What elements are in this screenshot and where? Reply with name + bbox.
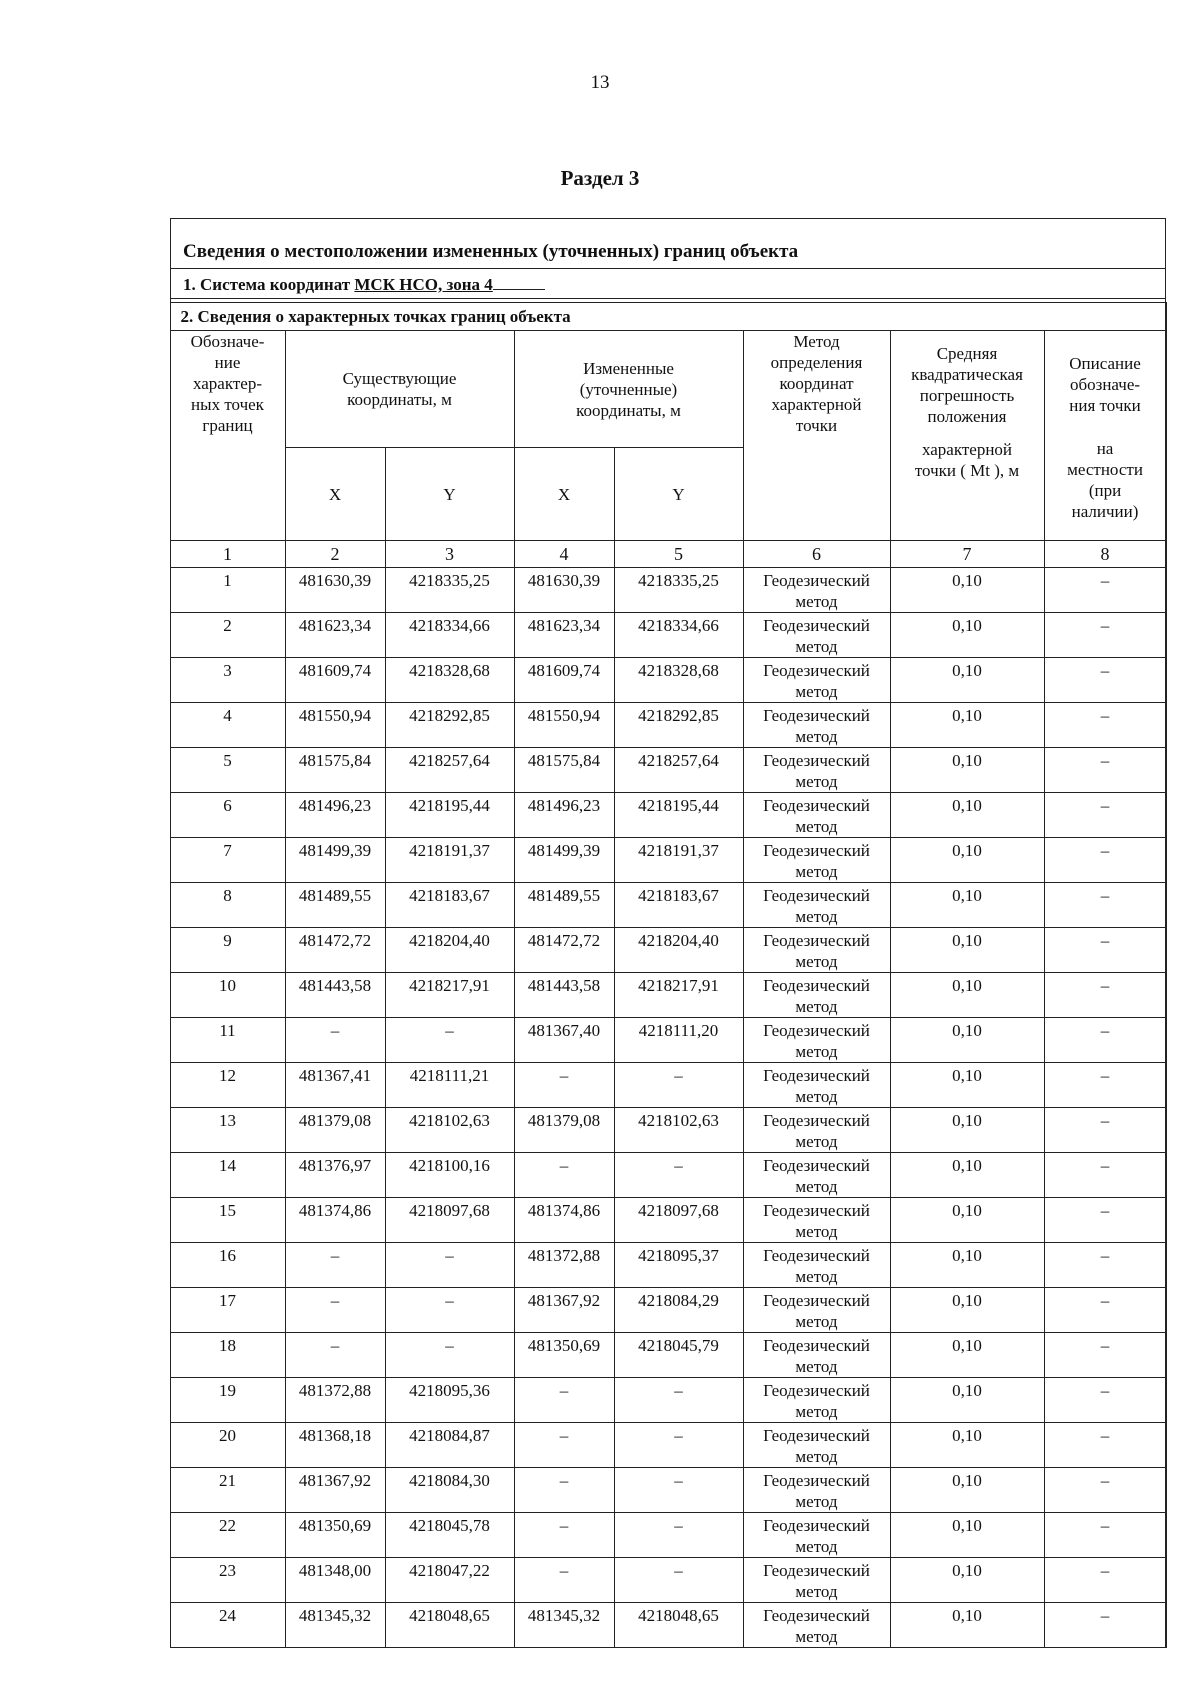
existing-y-cell: 4218048,65 bbox=[385, 1603, 514, 1648]
coord-system-label: 1. Система координат bbox=[183, 275, 355, 294]
description-cell: – bbox=[1044, 883, 1166, 928]
header-description bbox=[1044, 331, 1166, 541]
existing-y-cell: 4218084,30 bbox=[385, 1468, 514, 1513]
changed-y-cell: – bbox=[614, 1513, 743, 1558]
changed-y-cell: 4218195,44 bbox=[614, 793, 743, 838]
changed-x-cell: – bbox=[514, 1468, 614, 1513]
table-row bbox=[170, 703, 1166, 748]
existing-y-cell: 4218097,68 bbox=[385, 1198, 514, 1243]
point-number-cell: 13 bbox=[170, 1108, 285, 1153]
column-number: 5 bbox=[614, 541, 743, 568]
mt-cell: 0,10 bbox=[890, 1333, 1044, 1378]
description-cell: – bbox=[1044, 613, 1166, 658]
changed-y-cell: 4218217,91 bbox=[614, 973, 743, 1018]
changed-x-cell: 481609,74 bbox=[514, 658, 614, 703]
changed-x-cell: 481472,72 bbox=[514, 928, 614, 973]
changed-y-cell: – bbox=[614, 1468, 743, 1513]
description-cell: – bbox=[1044, 658, 1166, 703]
header-existing-coords bbox=[285, 331, 514, 448]
table-row bbox=[170, 1108, 1166, 1153]
column-number: 8 bbox=[1044, 541, 1166, 568]
changed-y-cell: 4218097,68 bbox=[614, 1198, 743, 1243]
existing-x-cell: 481609,74 bbox=[285, 658, 385, 703]
header-mse-top: Средняя квадратическая погрешность положения bbox=[911, 344, 1023, 426]
mt-cell: 0,10 bbox=[890, 1558, 1044, 1603]
existing-y-cell: 4218084,87 bbox=[385, 1423, 514, 1468]
point-number-cell: 23 bbox=[170, 1558, 285, 1603]
description-cell: – bbox=[1044, 1333, 1166, 1378]
column-number: 1 bbox=[170, 541, 285, 568]
changed-y-cell: 4218183,67 bbox=[614, 883, 743, 928]
description-cell: – bbox=[1044, 973, 1166, 1018]
column-number: 7 bbox=[890, 541, 1044, 568]
changed-y-cell: 4218045,79 bbox=[614, 1333, 743, 1378]
method-cell: Геодезический метод bbox=[743, 793, 890, 838]
table-row bbox=[170, 973, 1166, 1018]
points-subtitle: 2. Сведения о характерных точках границ объекта bbox=[170, 303, 1166, 331]
table-row bbox=[170, 1378, 1166, 1423]
description-cell: – bbox=[1044, 1018, 1166, 1063]
method-cell: Геодезический метод bbox=[743, 703, 890, 748]
method-cell: Геодезический метод bbox=[743, 838, 890, 883]
header-changed-coords bbox=[514, 331, 743, 448]
changed-x-cell: 481345,32 bbox=[514, 1603, 614, 1648]
header-method-text: Метод определения координат характерной точки bbox=[770, 332, 863, 435]
changed-y-cell: 4218328,68 bbox=[614, 658, 743, 703]
method-cell: Геодезический метод bbox=[743, 1378, 890, 1423]
table-row bbox=[170, 1063, 1166, 1108]
table-row bbox=[170, 1288, 1166, 1333]
point-number-cell: 17 bbox=[170, 1288, 285, 1333]
mt-cell: 0,10 bbox=[890, 1468, 1044, 1513]
mt-cell: 0,10 bbox=[890, 1108, 1044, 1153]
changed-x-cell: 481367,40 bbox=[514, 1018, 614, 1063]
existing-y-cell: 4218191,37 bbox=[385, 838, 514, 883]
method-cell: Геодезический метод bbox=[743, 1288, 890, 1333]
description-cell: – bbox=[1044, 1603, 1166, 1648]
point-number-cell: 11 bbox=[170, 1018, 285, 1063]
points-table-body bbox=[170, 568, 1166, 1648]
description-cell: – bbox=[1044, 1513, 1166, 1558]
mt-cell: 0,10 bbox=[890, 658, 1044, 703]
point-number-cell: 4 bbox=[170, 703, 285, 748]
changed-y-cell: 4218095,37 bbox=[614, 1243, 743, 1288]
existing-x-cell: 481348,00 bbox=[285, 1558, 385, 1603]
mt-cell: 0,10 bbox=[890, 1018, 1044, 1063]
description-cell: – bbox=[1044, 1198, 1166, 1243]
existing-x-cell: 481499,39 bbox=[285, 838, 385, 883]
existing-x-cell: – bbox=[285, 1333, 385, 1378]
method-cell: Геодезический метод bbox=[743, 1513, 890, 1558]
changed-x-cell: 481575,84 bbox=[514, 748, 614, 793]
column-number: 3 bbox=[385, 541, 514, 568]
existing-y-cell: 4218183,67 bbox=[385, 883, 514, 928]
point-number-cell: 19 bbox=[170, 1378, 285, 1423]
changed-y-cell: – bbox=[614, 1423, 743, 1468]
mt-cell: 0,10 bbox=[890, 973, 1044, 1018]
section-title: Раздел 3 bbox=[560, 166, 640, 190]
header-description-bottom: на местности (при наличии) bbox=[1067, 439, 1143, 521]
method-cell: Геодезический метод bbox=[743, 928, 890, 973]
point-number-cell: 16 bbox=[170, 1243, 285, 1288]
existing-x-cell: 481350,69 bbox=[285, 1513, 385, 1558]
column-number: 4 bbox=[514, 541, 614, 568]
table-row bbox=[170, 1423, 1166, 1468]
mt-cell: 0,10 bbox=[890, 793, 1044, 838]
method-cell: Геодезический метод bbox=[743, 883, 890, 928]
table-row bbox=[170, 1198, 1166, 1243]
table-row bbox=[170, 928, 1166, 973]
existing-x-cell: 481345,32 bbox=[285, 1603, 385, 1648]
point-number-cell: 21 bbox=[170, 1468, 285, 1513]
method-cell: Геодезический метод bbox=[743, 1468, 890, 1513]
existing-x-cell: 481472,72 bbox=[285, 928, 385, 973]
existing-y-cell: 4218328,68 bbox=[385, 658, 514, 703]
header-mse bbox=[890, 331, 1044, 541]
point-number-cell: 10 bbox=[170, 973, 285, 1018]
existing-y-cell: 4218095,36 bbox=[385, 1378, 514, 1423]
table-row bbox=[170, 1153, 1166, 1198]
existing-y-cell: – bbox=[385, 1288, 514, 1333]
mt-cell: 0,10 bbox=[890, 748, 1044, 793]
mt-cell: 0,10 bbox=[890, 1153, 1044, 1198]
method-cell: Геодезический метод bbox=[743, 1558, 890, 1603]
page-number: 13 bbox=[590, 72, 610, 93]
point-number-cell: 7 bbox=[170, 838, 285, 883]
table-row bbox=[170, 838, 1166, 883]
existing-x-cell: 481376,97 bbox=[285, 1153, 385, 1198]
method-cell: Геодезический метод bbox=[743, 1243, 890, 1288]
mt-cell: 0,10 bbox=[890, 1378, 1044, 1423]
changed-x-cell: – bbox=[514, 1378, 614, 1423]
points-table bbox=[170, 302, 1167, 1648]
table-row bbox=[170, 568, 1166, 613]
existing-x-cell: – bbox=[285, 1243, 385, 1288]
method-cell: Геодезический метод bbox=[743, 1333, 890, 1378]
description-cell: – bbox=[1044, 748, 1166, 793]
method-cell: Геодезический метод bbox=[743, 1423, 890, 1468]
changed-x-cell: 481367,92 bbox=[514, 1288, 614, 1333]
existing-x-cell: 481443,58 bbox=[285, 973, 385, 1018]
table-row bbox=[170, 1243, 1166, 1288]
boundary-info-frame bbox=[170, 218, 1166, 1648]
point-number-cell: 14 bbox=[170, 1153, 285, 1198]
existing-x-cell: – bbox=[285, 1018, 385, 1063]
mt-cell: 0,10 bbox=[890, 1288, 1044, 1333]
changed-y-cell: 4218334,66 bbox=[614, 613, 743, 658]
existing-y-cell: 4218045,78 bbox=[385, 1513, 514, 1558]
header-changed-y: Y bbox=[614, 448, 743, 541]
header-existing-y: Y bbox=[385, 448, 514, 541]
point-number-cell: 20 bbox=[170, 1423, 285, 1468]
point-number-cell: 3 bbox=[170, 658, 285, 703]
mt-cell: 0,10 bbox=[890, 568, 1044, 613]
changed-y-cell: 4218102,63 bbox=[614, 1108, 743, 1153]
method-cell: Геодезический метод bbox=[743, 1198, 890, 1243]
existing-y-cell: 4218334,66 bbox=[385, 613, 514, 658]
existing-x-cell: 481379,08 bbox=[285, 1108, 385, 1153]
point-number-cell: 9 bbox=[170, 928, 285, 973]
existing-y-cell: – bbox=[385, 1018, 514, 1063]
description-cell: – bbox=[1044, 1468, 1166, 1513]
method-cell: Геодезический метод bbox=[743, 1063, 890, 1108]
header-existing-coords-text: Существующие координаты, м bbox=[342, 369, 457, 409]
changed-x-cell: 481623,34 bbox=[514, 613, 614, 658]
changed-y-cell: – bbox=[614, 1558, 743, 1603]
changed-y-cell: 4218292,85 bbox=[614, 703, 743, 748]
point-number-cell: 18 bbox=[170, 1333, 285, 1378]
existing-y-cell: 4218195,44 bbox=[385, 793, 514, 838]
description-cell: – bbox=[1044, 1378, 1166, 1423]
changed-y-cell: 4218191,37 bbox=[614, 838, 743, 883]
point-number-cell: 5 bbox=[170, 748, 285, 793]
header-changed-coords-text: Измененные (уточненные) координаты, м bbox=[576, 358, 681, 420]
existing-x-cell: 481630,39 bbox=[285, 568, 385, 613]
column-number: 2 bbox=[285, 541, 385, 568]
mt-cell: 0,10 bbox=[890, 613, 1044, 658]
changed-x-cell: 481372,88 bbox=[514, 1243, 614, 1288]
coord-system-line bbox=[171, 269, 1165, 298]
changed-y-cell: 4218335,25 bbox=[614, 568, 743, 613]
description-cell: – bbox=[1044, 703, 1166, 748]
existing-y-cell: 4218111,21 bbox=[385, 1063, 514, 1108]
existing-x-cell: 481575,84 bbox=[285, 748, 385, 793]
existing-y-cell: 4218257,64 bbox=[385, 748, 514, 793]
table-row bbox=[170, 748, 1166, 793]
existing-y-cell: 4218292,85 bbox=[385, 703, 514, 748]
header-description-top: Описание обозначе- ния точки bbox=[1069, 354, 1141, 415]
changed-x-cell: – bbox=[514, 1423, 614, 1468]
description-cell: – bbox=[1044, 1423, 1166, 1468]
method-cell: Геодезический метод bbox=[743, 748, 890, 793]
method-cell: Геодезический метод bbox=[743, 973, 890, 1018]
changed-y-cell: 4218111,20 bbox=[614, 1018, 743, 1063]
changed-x-cell: 481379,08 bbox=[514, 1108, 614, 1153]
method-cell: Геодезический метод bbox=[743, 1153, 890, 1198]
changed-x-cell: 481630,39 bbox=[514, 568, 614, 613]
existing-y-cell: 4218204,40 bbox=[385, 928, 514, 973]
existing-y-cell: 4218047,22 bbox=[385, 1558, 514, 1603]
description-cell: – bbox=[1044, 1288, 1166, 1333]
changed-y-cell: 4218204,40 bbox=[614, 928, 743, 973]
description-cell: – bbox=[1044, 793, 1166, 838]
existing-x-cell: 481368,18 bbox=[285, 1423, 385, 1468]
changed-x-cell: – bbox=[514, 1513, 614, 1558]
table-row bbox=[170, 1558, 1166, 1603]
existing-y-cell: 4218100,16 bbox=[385, 1153, 514, 1198]
existing-x-cell: 481496,23 bbox=[285, 793, 385, 838]
changed-x-cell: 481499,39 bbox=[514, 838, 614, 883]
mt-cell: 0,10 bbox=[890, 1198, 1044, 1243]
description-cell: – bbox=[1044, 568, 1166, 613]
method-cell: Геодезический метод bbox=[743, 568, 890, 613]
point-number-cell: 22 bbox=[170, 1513, 285, 1558]
description-cell: – bbox=[1044, 1558, 1166, 1603]
header-changed-x: X bbox=[514, 448, 614, 541]
changed-x-cell: 481350,69 bbox=[514, 1333, 614, 1378]
point-number-cell: 15 bbox=[170, 1198, 285, 1243]
existing-x-cell: 481372,88 bbox=[285, 1378, 385, 1423]
table-row bbox=[170, 793, 1166, 838]
changed-y-cell: 4218257,64 bbox=[614, 748, 743, 793]
column-number: 6 bbox=[743, 541, 890, 568]
changed-y-cell: – bbox=[614, 1153, 743, 1198]
header-existing-x: X bbox=[285, 448, 385, 541]
point-number-cell: 24 bbox=[170, 1603, 285, 1648]
changed-y-cell: – bbox=[614, 1378, 743, 1423]
changed-y-cell: 4218048,65 bbox=[614, 1603, 743, 1648]
header-point-designation-text: Обозначе- ние характер- ных точек границ bbox=[190, 332, 265, 435]
mt-cell: 0,10 bbox=[890, 1243, 1044, 1288]
description-cell: – bbox=[1044, 1108, 1166, 1153]
existing-x-cell: 481374,86 bbox=[285, 1198, 385, 1243]
existing-y-cell: 4218217,91 bbox=[385, 973, 514, 1018]
method-cell: Геодезический метод bbox=[743, 1603, 890, 1648]
column-number-row bbox=[170, 541, 1166, 568]
existing-x-cell: 481367,92 bbox=[285, 1468, 385, 1513]
header-mse-bottom: характерной точки ( Mt ), м bbox=[914, 440, 1020, 480]
changed-x-cell: 481443,58 bbox=[514, 973, 614, 1018]
changed-x-cell: 481550,94 bbox=[514, 703, 614, 748]
changed-x-cell: – bbox=[514, 1558, 614, 1603]
changed-x-cell: 481489,55 bbox=[514, 883, 614, 928]
mt-cell: 0,10 bbox=[890, 838, 1044, 883]
mt-cell: 0,10 bbox=[890, 1603, 1044, 1648]
table-row bbox=[170, 1333, 1166, 1378]
table-row bbox=[170, 1513, 1166, 1558]
existing-y-cell: – bbox=[385, 1243, 514, 1288]
table-row bbox=[170, 1468, 1166, 1513]
description-cell: – bbox=[1044, 928, 1166, 973]
existing-y-cell: 4218335,25 bbox=[385, 568, 514, 613]
mt-cell: 0,10 bbox=[890, 928, 1044, 973]
existing-y-cell: 4218102,63 bbox=[385, 1108, 514, 1153]
changed-x-cell: 481374,86 bbox=[514, 1198, 614, 1243]
point-number-cell: 1 bbox=[170, 568, 285, 613]
info-heading: Сведения о местоположении измененных (уточненных) границ объекта bbox=[171, 219, 1165, 269]
existing-x-cell: 481623,34 bbox=[285, 613, 385, 658]
table-row bbox=[170, 883, 1166, 928]
point-number-cell: 12 bbox=[170, 1063, 285, 1108]
description-cell: – bbox=[1044, 1063, 1166, 1108]
table-row bbox=[170, 1018, 1166, 1063]
coord-system-value: МСК НСО, зона 4 bbox=[354, 275, 493, 294]
existing-y-cell: – bbox=[385, 1333, 514, 1378]
mt-cell: 0,10 bbox=[890, 703, 1044, 748]
method-cell: Геодезический метод bbox=[743, 1108, 890, 1153]
changed-x-cell: – bbox=[514, 1153, 614, 1198]
existing-x-cell: – bbox=[285, 1288, 385, 1333]
description-cell: – bbox=[1044, 1243, 1166, 1288]
description-cell: – bbox=[1044, 1153, 1166, 1198]
mt-cell: 0,10 bbox=[890, 1423, 1044, 1468]
changed-y-cell: – bbox=[614, 1063, 743, 1108]
changed-x-cell: – bbox=[514, 1063, 614, 1108]
existing-x-cell: 481550,94 bbox=[285, 703, 385, 748]
table-row bbox=[170, 658, 1166, 703]
table-row bbox=[170, 1603, 1166, 1648]
existing-x-cell: 481367,41 bbox=[285, 1063, 385, 1108]
changed-x-cell: 481496,23 bbox=[514, 793, 614, 838]
mt-cell: 0,10 bbox=[890, 1063, 1044, 1108]
method-cell: Геодезический метод bbox=[743, 1018, 890, 1063]
point-number-cell: 6 bbox=[170, 793, 285, 838]
point-number-cell: 8 bbox=[170, 883, 285, 928]
description-cell: – bbox=[1044, 838, 1166, 883]
mt-cell: 0,10 bbox=[890, 883, 1044, 928]
method-cell: Геодезический метод bbox=[743, 658, 890, 703]
changed-y-cell: 4218084,29 bbox=[614, 1288, 743, 1333]
method-cell: Геодезический метод bbox=[743, 613, 890, 658]
header-method bbox=[743, 331, 890, 541]
point-number-cell: 2 bbox=[170, 613, 285, 658]
table-row bbox=[170, 613, 1166, 658]
existing-x-cell: 481489,55 bbox=[285, 883, 385, 928]
coord-system-blank-line bbox=[493, 273, 545, 290]
mt-cell: 0,10 bbox=[890, 1513, 1044, 1558]
header-point-designation bbox=[170, 331, 285, 541]
